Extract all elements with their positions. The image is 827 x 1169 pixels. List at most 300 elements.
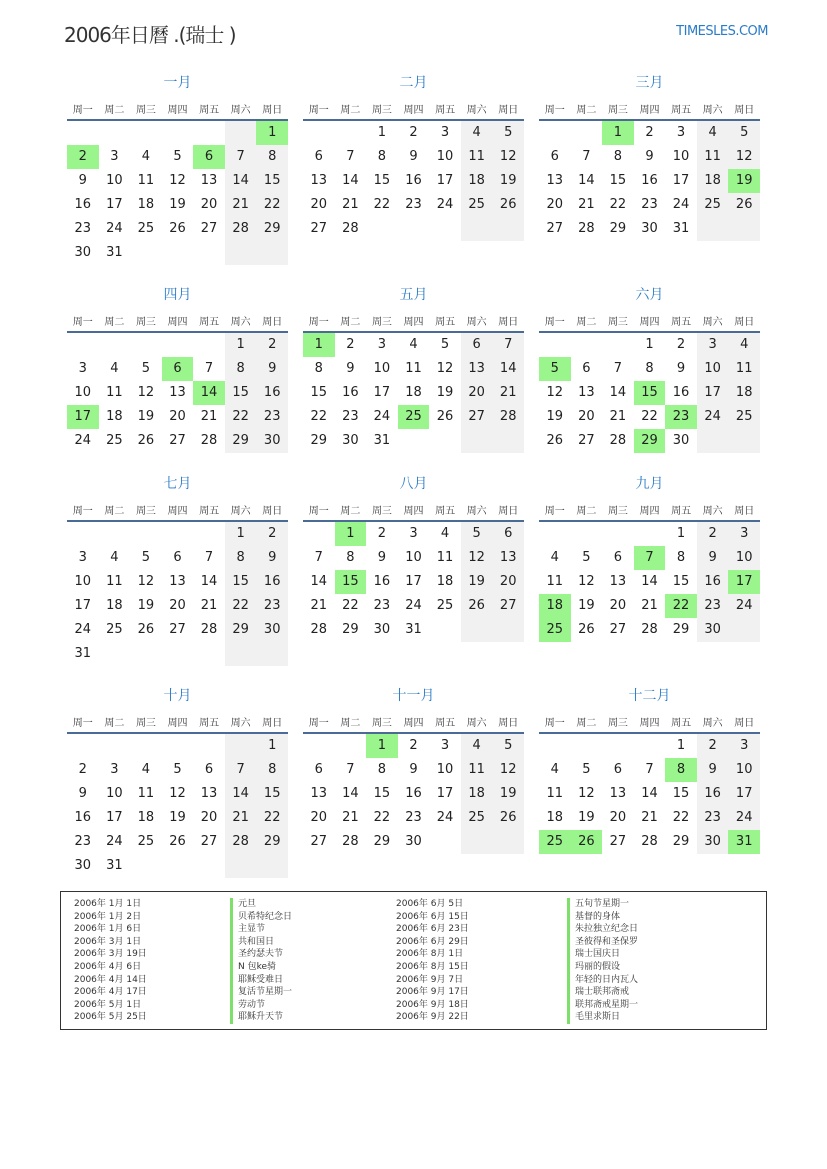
holiday-name: 基督的身体 [567, 911, 620, 924]
holiday-date: 2006年 6月 15日 [396, 911, 469, 922]
day-cell: 12 [169, 173, 186, 188]
weekday-label: 周五 [435, 316, 456, 328]
day-cell: 7 [204, 361, 214, 376]
weekday-label: 周一 [544, 505, 565, 517]
day-cell: 9 [377, 550, 387, 565]
holiday-date: 2006年 9月 18日 [396, 999, 469, 1010]
holiday-name: 瑞士国庆日 [567, 948, 620, 961]
day-cell: 27 [169, 622, 186, 637]
empty-cell [303, 522, 335, 546]
day-cell: 20 [609, 598, 627, 613]
day-cell: 1 [676, 738, 686, 753]
day-cell: 27 [578, 433, 595, 448]
day-cell: 18 [461, 782, 493, 806]
weekday-label: 周二 [104, 505, 125, 517]
day-grid [303, 333, 524, 453]
day-cell: 9 [78, 173, 87, 188]
day-cell: 16 [74, 810, 92, 825]
month-2 [303, 73, 524, 241]
day-cell: 23 [697, 806, 729, 830]
weekday-label: 周四 [403, 505, 424, 517]
holiday-date: 2006年 6月 5日 [396, 899, 464, 909]
day-cell: 25 [461, 193, 493, 217]
weekday-label: 周四 [167, 104, 188, 116]
day-cell: 23 [342, 409, 359, 424]
holiday-date: 2006年 1月 6日 [74, 924, 142, 935]
weekday-label: 周日 [262, 505, 283, 517]
day-cell: 2 [346, 337, 355, 352]
empty-cell [256, 241, 288, 265]
day-cell: 9 [697, 758, 729, 782]
day-cell: 19 [169, 810, 186, 825]
day-cell: 18 [137, 197, 155, 212]
day-cell: 26 [728, 193, 760, 217]
month-11 [303, 686, 524, 854]
empty-cell [162, 522, 194, 546]
day-cell: 29 [609, 221, 627, 236]
weekday-label: 周六 [466, 316, 487, 328]
weekday-label: 周四 [167, 505, 188, 517]
day-cell: 14 [200, 574, 218, 589]
weekday-label: 周五 [671, 717, 692, 729]
empty-cell [67, 734, 99, 758]
holiday-day-cell: 6 [162, 357, 194, 381]
weekday-label: 周六 [466, 717, 487, 729]
day-grid [539, 333, 760, 453]
weekday-label: 周六 [702, 104, 723, 116]
day-cell: 16 [405, 786, 422, 801]
day-cell: 13 [461, 357, 493, 381]
month-name: 六月 [635, 287, 664, 303]
holiday-day-cell: 18 [539, 594, 571, 618]
weekday-label: 周六 [230, 505, 251, 517]
day-cell: 8 [225, 546, 257, 570]
day-cell: 27 [609, 622, 627, 637]
day-cell: 5 [141, 361, 151, 376]
empty-cell [602, 734, 634, 758]
weekday-label: 周六 [230, 104, 251, 116]
page-title: 2006年日曆 .(瑞士 ) [64, 23, 236, 47]
weekday-label: 周一 [72, 717, 93, 729]
day-cell: 31 [672, 221, 690, 236]
empty-cell [99, 333, 131, 357]
day-cell: 30 [641, 221, 658, 236]
day-cell: 10 [106, 786, 123, 801]
day-cell: 28 [200, 622, 218, 637]
weekday-header [539, 97, 760, 121]
day-cell: 19 [169, 197, 186, 212]
day-cell: 15 [373, 786, 391, 801]
empty-cell [130, 522, 162, 546]
day-cell: 19 [436, 385, 454, 400]
empty-cell [193, 642, 225, 666]
day-cell: 3 [728, 522, 760, 546]
day-cell: 22 [373, 810, 391, 825]
weekday-label: 周六 [702, 316, 723, 328]
empty-cell [429, 217, 461, 241]
weekday-label: 周三 [135, 505, 156, 517]
day-cell: 31 [373, 433, 391, 448]
day-cell: 3 [676, 125, 686, 140]
day-cell: 14 [609, 385, 627, 400]
day-cell: 2 [676, 337, 686, 352]
holiday-day-cell: 23 [665, 405, 697, 429]
weekday-label: 周二 [340, 104, 361, 116]
day-cell: 9 [409, 149, 418, 164]
day-cell: 12 [169, 786, 186, 801]
month-name: 二月 [399, 75, 428, 91]
day-cell: 23 [74, 834, 92, 849]
day-cell: 2 [78, 762, 87, 777]
day-grid [303, 734, 524, 854]
day-cell: 22 [342, 598, 359, 613]
day-cell: 26 [492, 193, 524, 217]
day-cell: 1 [377, 125, 387, 140]
day-cell: 8 [676, 550, 686, 565]
day-cell: 5 [141, 550, 151, 565]
month-6 [539, 285, 760, 453]
day-cell: 26 [578, 622, 595, 637]
day-cell: 17 [106, 810, 123, 825]
holiday-name: 瑞士联邦斋戒 [567, 986, 629, 999]
day-cell: 8 [645, 361, 654, 376]
empty-cell [634, 734, 666, 758]
empty-cell [130, 734, 162, 758]
weekday-label: 周六 [230, 316, 251, 328]
day-cell: 20 [492, 570, 524, 594]
holiday-date: 2006年 4月 14日 [74, 974, 147, 985]
holiday-date: 2006年 5月 25日 [74, 1012, 147, 1023]
empty-cell [429, 429, 461, 453]
weekday-label: 周四 [639, 717, 660, 729]
day-cell: 7 [225, 145, 257, 169]
day-cell: 19 [578, 810, 595, 825]
day-cell: 9 [256, 546, 288, 570]
day-cell: 24 [373, 409, 391, 424]
empty-cell [492, 429, 524, 453]
day-cell: 26 [461, 594, 493, 618]
empty-cell [571, 333, 603, 357]
day-cell: 10 [74, 385, 92, 400]
day-cell: 21 [342, 197, 359, 212]
day-cell: 30 [697, 830, 729, 854]
empty-cell [193, 522, 225, 546]
weekday-label: 周二 [104, 104, 125, 116]
holiday-name: 联邦斋戒星期一 [567, 999, 638, 1012]
day-cell: 28 [641, 622, 658, 637]
weekday-label: 周三 [371, 505, 392, 517]
weekday-label: 周二 [340, 717, 361, 729]
day-cell: 7 [204, 550, 214, 565]
weekday-label: 周一 [544, 717, 565, 729]
holiday-name: 主显节 [230, 923, 265, 936]
day-cell: 13 [200, 786, 218, 801]
weekday-label: 周四 [403, 717, 424, 729]
day-cell: 1 [256, 734, 288, 758]
holiday-date: 2006年 6月 23日 [396, 924, 469, 935]
day-cell: 28 [310, 622, 328, 637]
day-cell: 18 [137, 810, 155, 825]
holiday-day-cell: 7 [634, 546, 666, 570]
weekday-label: 周一 [308, 717, 329, 729]
empty-cell [398, 429, 430, 453]
day-cell: 18 [405, 385, 422, 400]
weekday-label: 周六 [466, 104, 487, 116]
day-cell: 6 [582, 361, 591, 376]
weekday-label: 周五 [199, 316, 220, 328]
day-cell: 25 [728, 405, 760, 429]
day-cell: 12 [137, 574, 155, 589]
weekday-header [303, 97, 524, 121]
day-cell: 4 [461, 121, 493, 145]
day-cell: 13 [578, 385, 595, 400]
holiday-name: N 包ke骑 [230, 961, 276, 974]
holiday-day-cell: 1 [602, 121, 634, 145]
day-cell: 22 [256, 806, 288, 830]
day-cell: 27 [461, 405, 493, 429]
weekday-label: 周一 [72, 505, 93, 517]
day-cell: 22 [373, 197, 391, 212]
empty-cell [162, 121, 194, 145]
holiday-date: 2006年 3月 1日 [74, 936, 142, 947]
day-cell: 4 [461, 734, 493, 758]
day-cell: 14 [641, 786, 658, 801]
day-cell: 11 [106, 385, 123, 400]
holiday-day-cell: 1 [335, 522, 367, 546]
weekday-label: 周日 [734, 104, 755, 116]
day-cell: 14 [492, 357, 524, 381]
day-cell: 6 [204, 762, 214, 777]
day-cell: 24 [672, 197, 690, 212]
day-cell: 25 [461, 806, 493, 830]
day-cell: 8 [377, 149, 387, 164]
weekday-label: 周日 [262, 717, 283, 729]
holiday-name: 朱拉独立纪念日 [567, 923, 638, 936]
empty-cell [398, 217, 430, 241]
day-cell: 11 [461, 758, 493, 782]
weekday-label: 周二 [340, 316, 361, 328]
day-cell: 2 [256, 333, 288, 357]
holiday-legend [60, 891, 767, 1030]
day-cell: 5 [173, 149, 182, 164]
holiday-day-cell: 17 [67, 405, 99, 429]
day-cell: 5 [492, 121, 524, 145]
empty-cell [492, 830, 524, 854]
day-cell: 20 [169, 409, 186, 424]
day-cell: 13 [169, 385, 186, 400]
empty-cell [130, 241, 162, 265]
weekday-label: 周日 [498, 505, 519, 517]
day-cell: 9 [78, 786, 87, 801]
weekday-header [67, 97, 288, 121]
day-cell: 13 [609, 786, 627, 801]
day-cell: 29 [225, 618, 257, 642]
day-cell: 8 [225, 357, 257, 381]
day-cell: 10 [405, 550, 422, 565]
empty-cell [539, 734, 571, 758]
weekday-label: 周日 [734, 717, 755, 729]
day-cell: 15 [256, 169, 288, 193]
month-name: 十二月 [628, 688, 671, 704]
day-cell: 20 [609, 810, 627, 825]
weekday-label: 周日 [498, 316, 519, 328]
day-cell: 12 [546, 385, 564, 400]
weekday-label: 周日 [734, 316, 755, 328]
empty-cell [162, 241, 194, 265]
weekday-label: 周二 [104, 717, 125, 729]
month-12 [539, 686, 760, 854]
holiday-day-cell: 29 [634, 429, 666, 453]
day-cell: 5 [461, 522, 493, 546]
empty-cell [225, 734, 257, 758]
day-cell: 13 [169, 574, 186, 589]
day-cell: 13 [310, 786, 328, 801]
day-cell: 4 [110, 361, 119, 376]
day-cell: 19 [492, 169, 524, 193]
weekday-label: 周二 [576, 316, 597, 328]
weekday-label: 周四 [403, 104, 424, 116]
weekday-label: 周五 [199, 717, 220, 729]
weekday-label: 周四 [639, 104, 660, 116]
day-cell: 3 [110, 149, 119, 164]
day-cell: 10 [728, 758, 760, 782]
weekday-label: 周五 [435, 505, 456, 517]
day-cell: 14 [641, 574, 658, 589]
day-cell: 29 [342, 622, 359, 637]
empty-cell [162, 642, 194, 666]
day-cell: 18 [546, 810, 564, 825]
month-name: 九月 [635, 476, 664, 492]
empty-cell [99, 642, 131, 666]
day-cell: 29 [256, 217, 288, 241]
day-cell: 19 [137, 598, 155, 613]
day-cell: 1 [676, 526, 686, 541]
empty-cell [429, 618, 461, 642]
day-cell: 20 [169, 598, 186, 613]
day-cell: 3 [78, 550, 87, 565]
day-cell: 18 [697, 169, 729, 193]
weekday-label: 周一 [308, 316, 329, 328]
day-grid [539, 121, 760, 241]
day-cell: 13 [492, 546, 524, 570]
day-cell: 27 [200, 221, 218, 236]
empty-cell [99, 734, 131, 758]
empty-cell [256, 854, 288, 878]
day-cell: 25 [137, 834, 155, 849]
weekday-label: 周日 [262, 104, 283, 116]
day-cell: 24 [697, 405, 729, 429]
day-cell: 3 [697, 333, 729, 357]
weekday-label: 周日 [262, 316, 283, 328]
day-cell: 7 [314, 550, 323, 565]
holiday-name: 年轻的日内瓦人 [567, 974, 638, 987]
holiday-name: 耶稣受难日 [230, 974, 283, 987]
day-cell: 1 [225, 333, 257, 357]
day-cell: 25 [436, 598, 454, 613]
weekday-label: 周三 [135, 717, 156, 729]
day-cell: 6 [173, 550, 182, 565]
empty-cell [193, 734, 225, 758]
holiday-name: 玛丽的假设 [567, 961, 620, 974]
day-cell: 24 [405, 598, 422, 613]
day-cell: 23 [641, 197, 658, 212]
day-cell: 23 [256, 594, 288, 618]
weekday-header [67, 498, 288, 522]
day-cell: 28 [641, 834, 658, 849]
day-cell: 4 [440, 526, 450, 541]
month-5 [303, 285, 524, 453]
day-cell: 21 [641, 598, 658, 613]
day-cell: 2 [409, 738, 418, 753]
site-link[interactable]: TIMESLES.COM [676, 24, 768, 39]
day-cell: 28 [200, 433, 218, 448]
weekday-label: 周三 [607, 104, 628, 116]
day-cell: 13 [310, 173, 328, 188]
holiday-day-cell: 25 [539, 618, 571, 642]
holiday-date: 2006年 5月 1日 [74, 999, 142, 1010]
weekday-label: 周三 [607, 505, 628, 517]
day-cell: 17 [672, 173, 690, 188]
weekday-label: 周四 [403, 316, 424, 328]
empty-cell [539, 121, 571, 145]
day-grid [67, 522, 288, 666]
empty-cell [461, 429, 493, 453]
day-cell: 17 [436, 786, 454, 801]
day-cell: 16 [74, 197, 92, 212]
holiday-name: 圣彼得和圣保罗 [567, 936, 638, 949]
day-cell: 30 [405, 834, 422, 849]
day-cell: 21 [609, 409, 627, 424]
day-cell: 14 [225, 169, 257, 193]
day-cell: 14 [342, 786, 359, 801]
day-cell: 11 [546, 574, 564, 589]
weekday-label: 周四 [167, 316, 188, 328]
day-cell: 11 [436, 550, 454, 565]
day-cell: 31 [74, 646, 92, 661]
day-cell: 4 [110, 550, 119, 565]
day-cell: 30 [373, 622, 391, 637]
holiday-date: 2006年 6月 29日 [396, 936, 469, 947]
holiday-day-cell: 2 [67, 145, 99, 169]
weekday-header [67, 710, 288, 734]
holiday-date: 2006年 4月 6日 [74, 962, 142, 972]
day-cell: 9 [676, 361, 686, 376]
weekday-label: 周二 [104, 316, 125, 328]
day-cell: 8 [256, 145, 288, 169]
weekday-label: 周三 [371, 104, 392, 116]
day-cell: 15 [256, 782, 288, 806]
day-cell: 3 [377, 337, 387, 352]
day-cell: 5 [582, 762, 591, 777]
empty-cell [225, 642, 257, 666]
day-cell: 12 [728, 145, 760, 169]
day-cell: 1 [225, 522, 257, 546]
day-cell: 19 [137, 409, 155, 424]
empty-cell [193, 333, 225, 357]
empty-cell [162, 854, 194, 878]
day-cell: 23 [256, 405, 288, 429]
holiday-name: 共和国日 [230, 936, 274, 949]
empty-cell [303, 734, 335, 758]
weekday-label: 周一 [72, 104, 93, 116]
day-cell: 29 [672, 622, 690, 637]
empty-cell [571, 734, 603, 758]
holiday-name: 贝希特纪念日 [230, 911, 292, 924]
day-cell: 5 [492, 734, 524, 758]
day-cell: 5 [582, 550, 591, 565]
day-cell: 13 [546, 173, 564, 188]
month-name: 一月 [163, 75, 192, 91]
